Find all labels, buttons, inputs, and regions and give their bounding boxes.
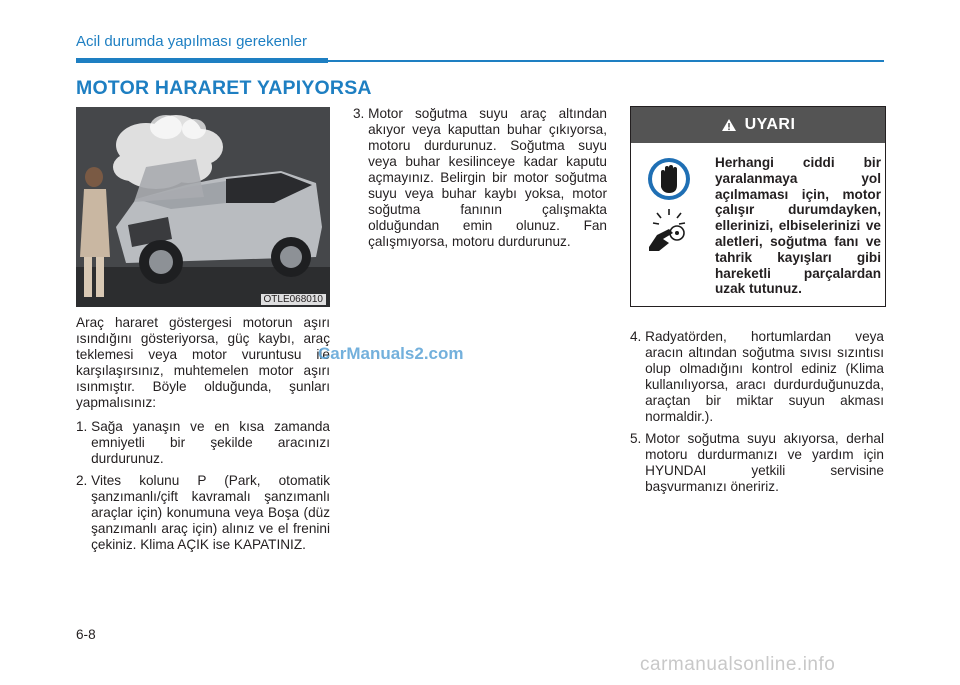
list-item [630, 329, 884, 425]
hand-fan-hazard-icon [647, 207, 691, 253]
list-number: 5. [630, 431, 646, 446]
warning-triangle-icon [721, 118, 737, 132]
column-2 [353, 106, 607, 256]
photo-code: OTLE068010 [261, 294, 327, 305]
list-item [76, 419, 330, 467]
list-item [630, 431, 884, 495]
column-3 [630, 329, 884, 501]
column-1 [76, 315, 330, 559]
list-number: 3. [353, 106, 369, 121]
list-text: Motor soğutma suyu akıyorsa, derhal motoru durdurmanızı ve yardım için HYUNDAI yetkili servisine başvurmanızı öneririz. [645, 431, 884, 494]
list-number: 1. [76, 419, 92, 434]
warning-text: Herhangi ciddi bir yaralanmaya yol açılmaması için, motor çalışır durumdayken, ellerinizi, elbiselerinizi ve aletleri, soğutma fanı ve tahrik kayışları gibi hareketli parçalardan uzak tutunuz. [715, 155, 881, 297]
list-text: Vites kolunu P (Park, otomatik şanzımanlı/çift kavramalı şanzımanlı araçlar için) konumuna veya Boşa (düz şanzımanlı araç için) alınız ve el frenini çekiniz. Klima AÇIK ise KAPATINIZ. [91, 473, 330, 552]
stop-hand-icon [647, 157, 691, 201]
warning-title: UYARI [744, 116, 796, 133]
list-text: Motor soğutma suyu araç altından akıyor veya kaputtan buhar çıkıyorsa, motoru durdurunuz. Soğutma suyu veya buhar kesilinceye kadar kaputu açmayınız. Belirgin bir motor soğutma suyu veya buhar kaybı yoksa, motor soğutma fanının çalışmakta olduğundan emin olunuz. Fan çalışmıyorsa, motoru durdurunuz. [368, 106, 607, 249]
warning-box [630, 106, 886, 307]
watermark: CarManuals2.com [318, 344, 464, 363]
car-steam-illustration [76, 107, 330, 307]
footer-watermark: carmanualsonline.info [640, 654, 836, 675]
header-rule-bar [76, 58, 328, 63]
section-title: Acil durumda yapılması gerekenler [76, 33, 307, 50]
overheating-car-photo [76, 107, 330, 307]
list-item [76, 473, 330, 553]
list-number: 4. [630, 329, 646, 344]
list-text: Sağa yanaşın ve en kısa zamanda emniyetli bir şekilde aracınızı durdurunuz. [91, 419, 330, 466]
list-text: Radyatörden, hortumlardan veya aracın altından soğutma sıvısı sızıntısı olup olmadığını kontrol ediniz (Klima kullanılıyorsa, aracı durdurduğunuzda, araçtan bir miktar suyun akması normaldir.). [645, 329, 884, 424]
intro-paragraph: Araç hararet göstergesi motorun aşırı ısındığını gösteriyorsa, güç kaybı, araç teklemesi veya motor vuruntusu ile karşılaşırsınız, muhtemelen motor aşırı ısınmıştır. Böyle olduğunda, şunları yapmalısınız: [76, 315, 330, 410]
header-rule-line [328, 60, 884, 62]
list-number: 2. [76, 473, 92, 488]
list-item [353, 106, 607, 250]
warning-header [631, 107, 885, 143]
page-number: 6-8 [76, 627, 96, 642]
page-heading: MOTOR HARARET YAPIYORSA [76, 77, 372, 99]
